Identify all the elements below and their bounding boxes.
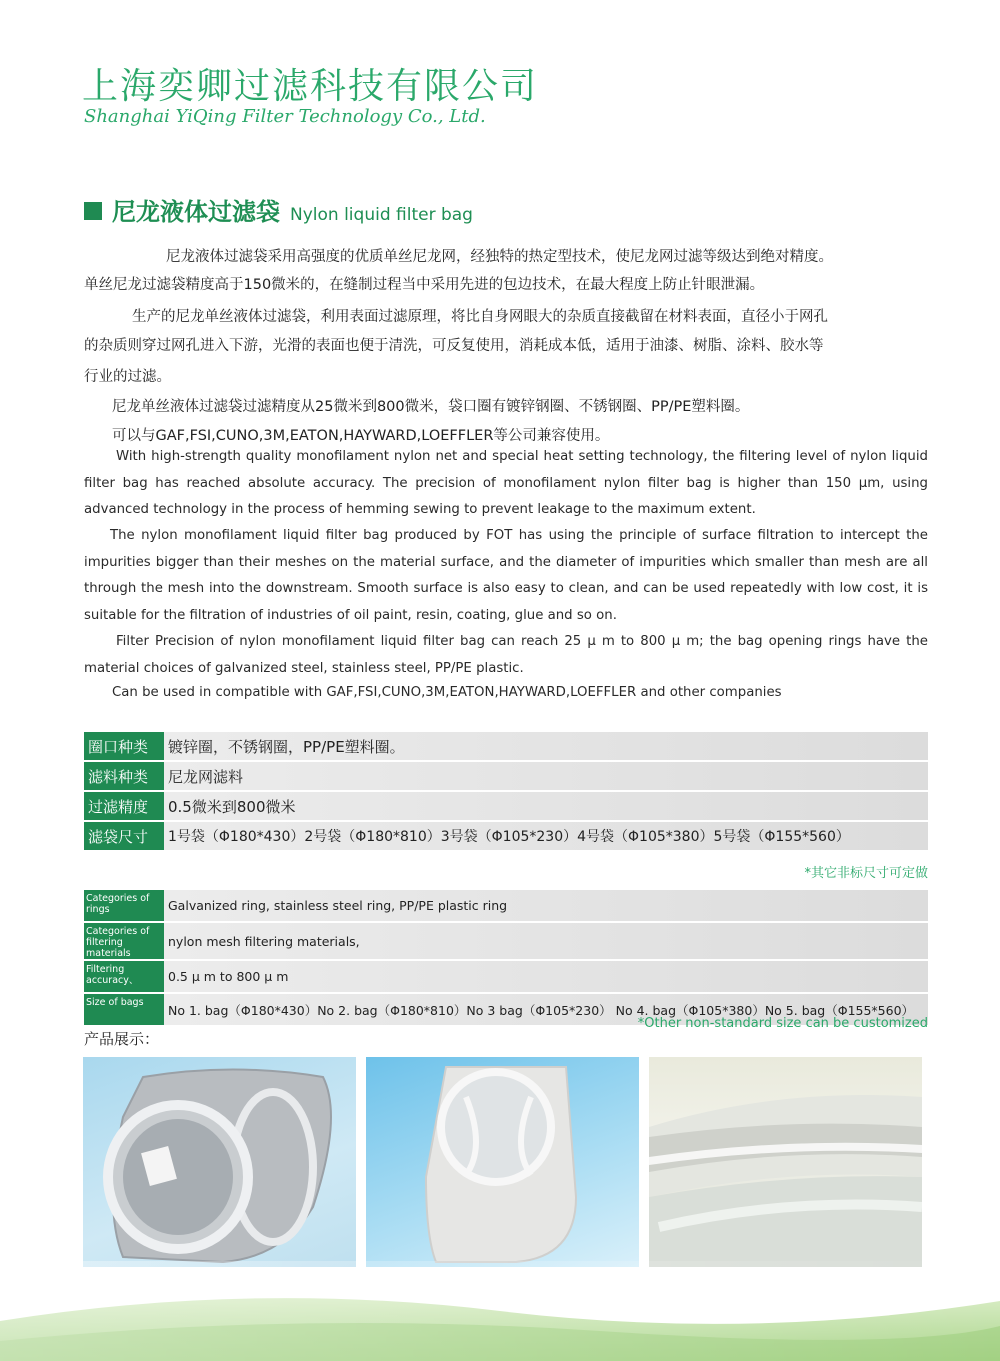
table-row: [84, 762, 928, 790]
spec-value: 0.5微米到800微米: [164, 792, 928, 820]
spec-label: 圈口种类: [84, 732, 164, 760]
company-name-en: Shanghai YiQing Filter Technology Co., Ltd.: [84, 106, 486, 127]
spec-label: Categories of rings: [84, 890, 164, 921]
section-title: [84, 192, 473, 227]
product-photo-ring-closeup: [649, 1057, 922, 1267]
table-row: [84, 961, 928, 992]
note-custom-size-cn: *其它非标尺寸可定做: [804, 866, 928, 881]
paragraph-cn-1b: 单丝尼龙过滤袋精度高于150微米的，在缝制过程当中采用先进的包边技术，在最大程度上防止针眼泄漏。: [84, 277, 765, 293]
note-custom-size-en: *Other non-standard size can be customized: [637, 1016, 928, 1031]
spec-table-cn: [84, 730, 928, 852]
paragraph-cn-2c: 行业的过滤。: [84, 369, 171, 385]
spec-value: 0.5 μ m to 800 μ m: [164, 961, 928, 992]
spec-label: 过滤精度: [84, 792, 164, 820]
spec-label: Categories of filtering materials: [84, 923, 164, 959]
product-photo-gray-bag: [83, 1057, 356, 1267]
paragraph-cn-3: 尼龙单丝液体过滤袋过滤精度从25微米到800微米，袋口圈有镀锌钢圈、不锈钢圈、PP/PE塑料圈。: [112, 399, 750, 415]
spec-value: No 1. bag（Φ180*430）No 2. bag（Φ180*810）No 3 bag（Φ105*230） No 4. bag（Φ105*380）No 5. bag（Φ155*560）: [164, 994, 928, 1025]
section-title-cn: 尼龙液体过滤袋: [112, 198, 280, 226]
table-row: [84, 732, 928, 760]
section-title-en: Nylon liquid filter bag: [290, 205, 473, 225]
paragraph-cn-2a: 生产的尼龙单丝液体过滤袋，利用表面过滤原理，将比自身网眼大的杂质直接截留在材料表面，直径小于网孔: [132, 309, 828, 325]
paragraph-cn-2b: 的杂质则穿过网孔进入下游，光滑的表面也便于清洗，可反复使用，消耗成本低，适用于油漆、树脂、涂料、胶水等: [84, 338, 824, 354]
spec-table-en: [84, 888, 928, 1027]
company-name-cn: 上海奕卿过滤科技有限公司: [82, 66, 539, 107]
paragraph-en-2: The nylon monofilament liquid filter bag produced by FOT has using the principle of surface filtration to intercept the impurities bigger than their meshes on the material surface, and the diameter of impurities which smaller than mesh are all through the mesh into the downstream. Smooth surface is also easy to clean, and can be used repeatedly with low cost, it is suitable for the filtration of industries of oil paint, resin, coating, glue and so on.: [84, 528, 928, 623]
spec-value: Galvanized ring, stainless steel ring, PP/PE plastic ring: [164, 890, 928, 921]
spec-label: 滤袋尺寸: [84, 822, 164, 850]
paragraph-cn-4: 可以与GAF,FSI,CUNO,3M,EATON,HAYWARD,LOEFFLER等公司兼容使用。: [112, 428, 610, 444]
spec-value: nylon mesh filtering materials,: [164, 923, 928, 959]
table-row: [84, 923, 928, 959]
square-bullet-icon: [84, 202, 102, 220]
paragraph-cn-1a: 尼龙液体过滤袋采用高强度的优质单丝尼龙网，经独特的热定型技术，使尼龙网过滤等级达到绝对精度。: [166, 249, 833, 265]
grass-footer-decoration: [0, 1261, 1000, 1361]
paragraph-en-3: Filter Precision of nylon monofilament liquid filter bag can reach 25 μ m to 800 μ m; the bag opening rings have the material choices of galvanized steel, stainless steel, PP/PE plastic.: [84, 634, 928, 676]
product-photo-white-bag: [366, 1057, 639, 1267]
table-row: [84, 822, 928, 850]
spec-label: Size of bags: [84, 994, 164, 1025]
spec-value: 镀锌圈，不锈钢圈，PP/PE塑料圈。: [164, 732, 928, 760]
spec-label: Filtering accuracy、: [84, 961, 164, 992]
paragraph-en-1: With high-strength quality monofilament nylon net and special heat setting technology, the filtering level of nylon liquid filter bag has reached absolute accuracy. The precision of monofilament nylon filter bag is higher than 150 μm, using advanced technology in the process of hemming sewing to prevent leakage to the maximum extent.: [84, 449, 928, 517]
table-row: [84, 890, 928, 921]
spec-value: 1号袋（Φ180*430）2号袋（Φ180*810）3号袋（Φ105*230）4号袋（Φ105*380）5号袋（Φ155*560）: [164, 822, 928, 850]
spec-value: 尼龙网滤料: [164, 762, 928, 790]
spec-label: 滤料种类: [84, 762, 164, 790]
product-display-label: 产品展示：: [84, 1030, 160, 1048]
table-row: [84, 792, 928, 820]
paragraph-en-4: Can be used in compatible with GAF,FSI,CUNO,3M,EATON,HAYWARD,LOEFFLER and other companies: [112, 685, 782, 700]
